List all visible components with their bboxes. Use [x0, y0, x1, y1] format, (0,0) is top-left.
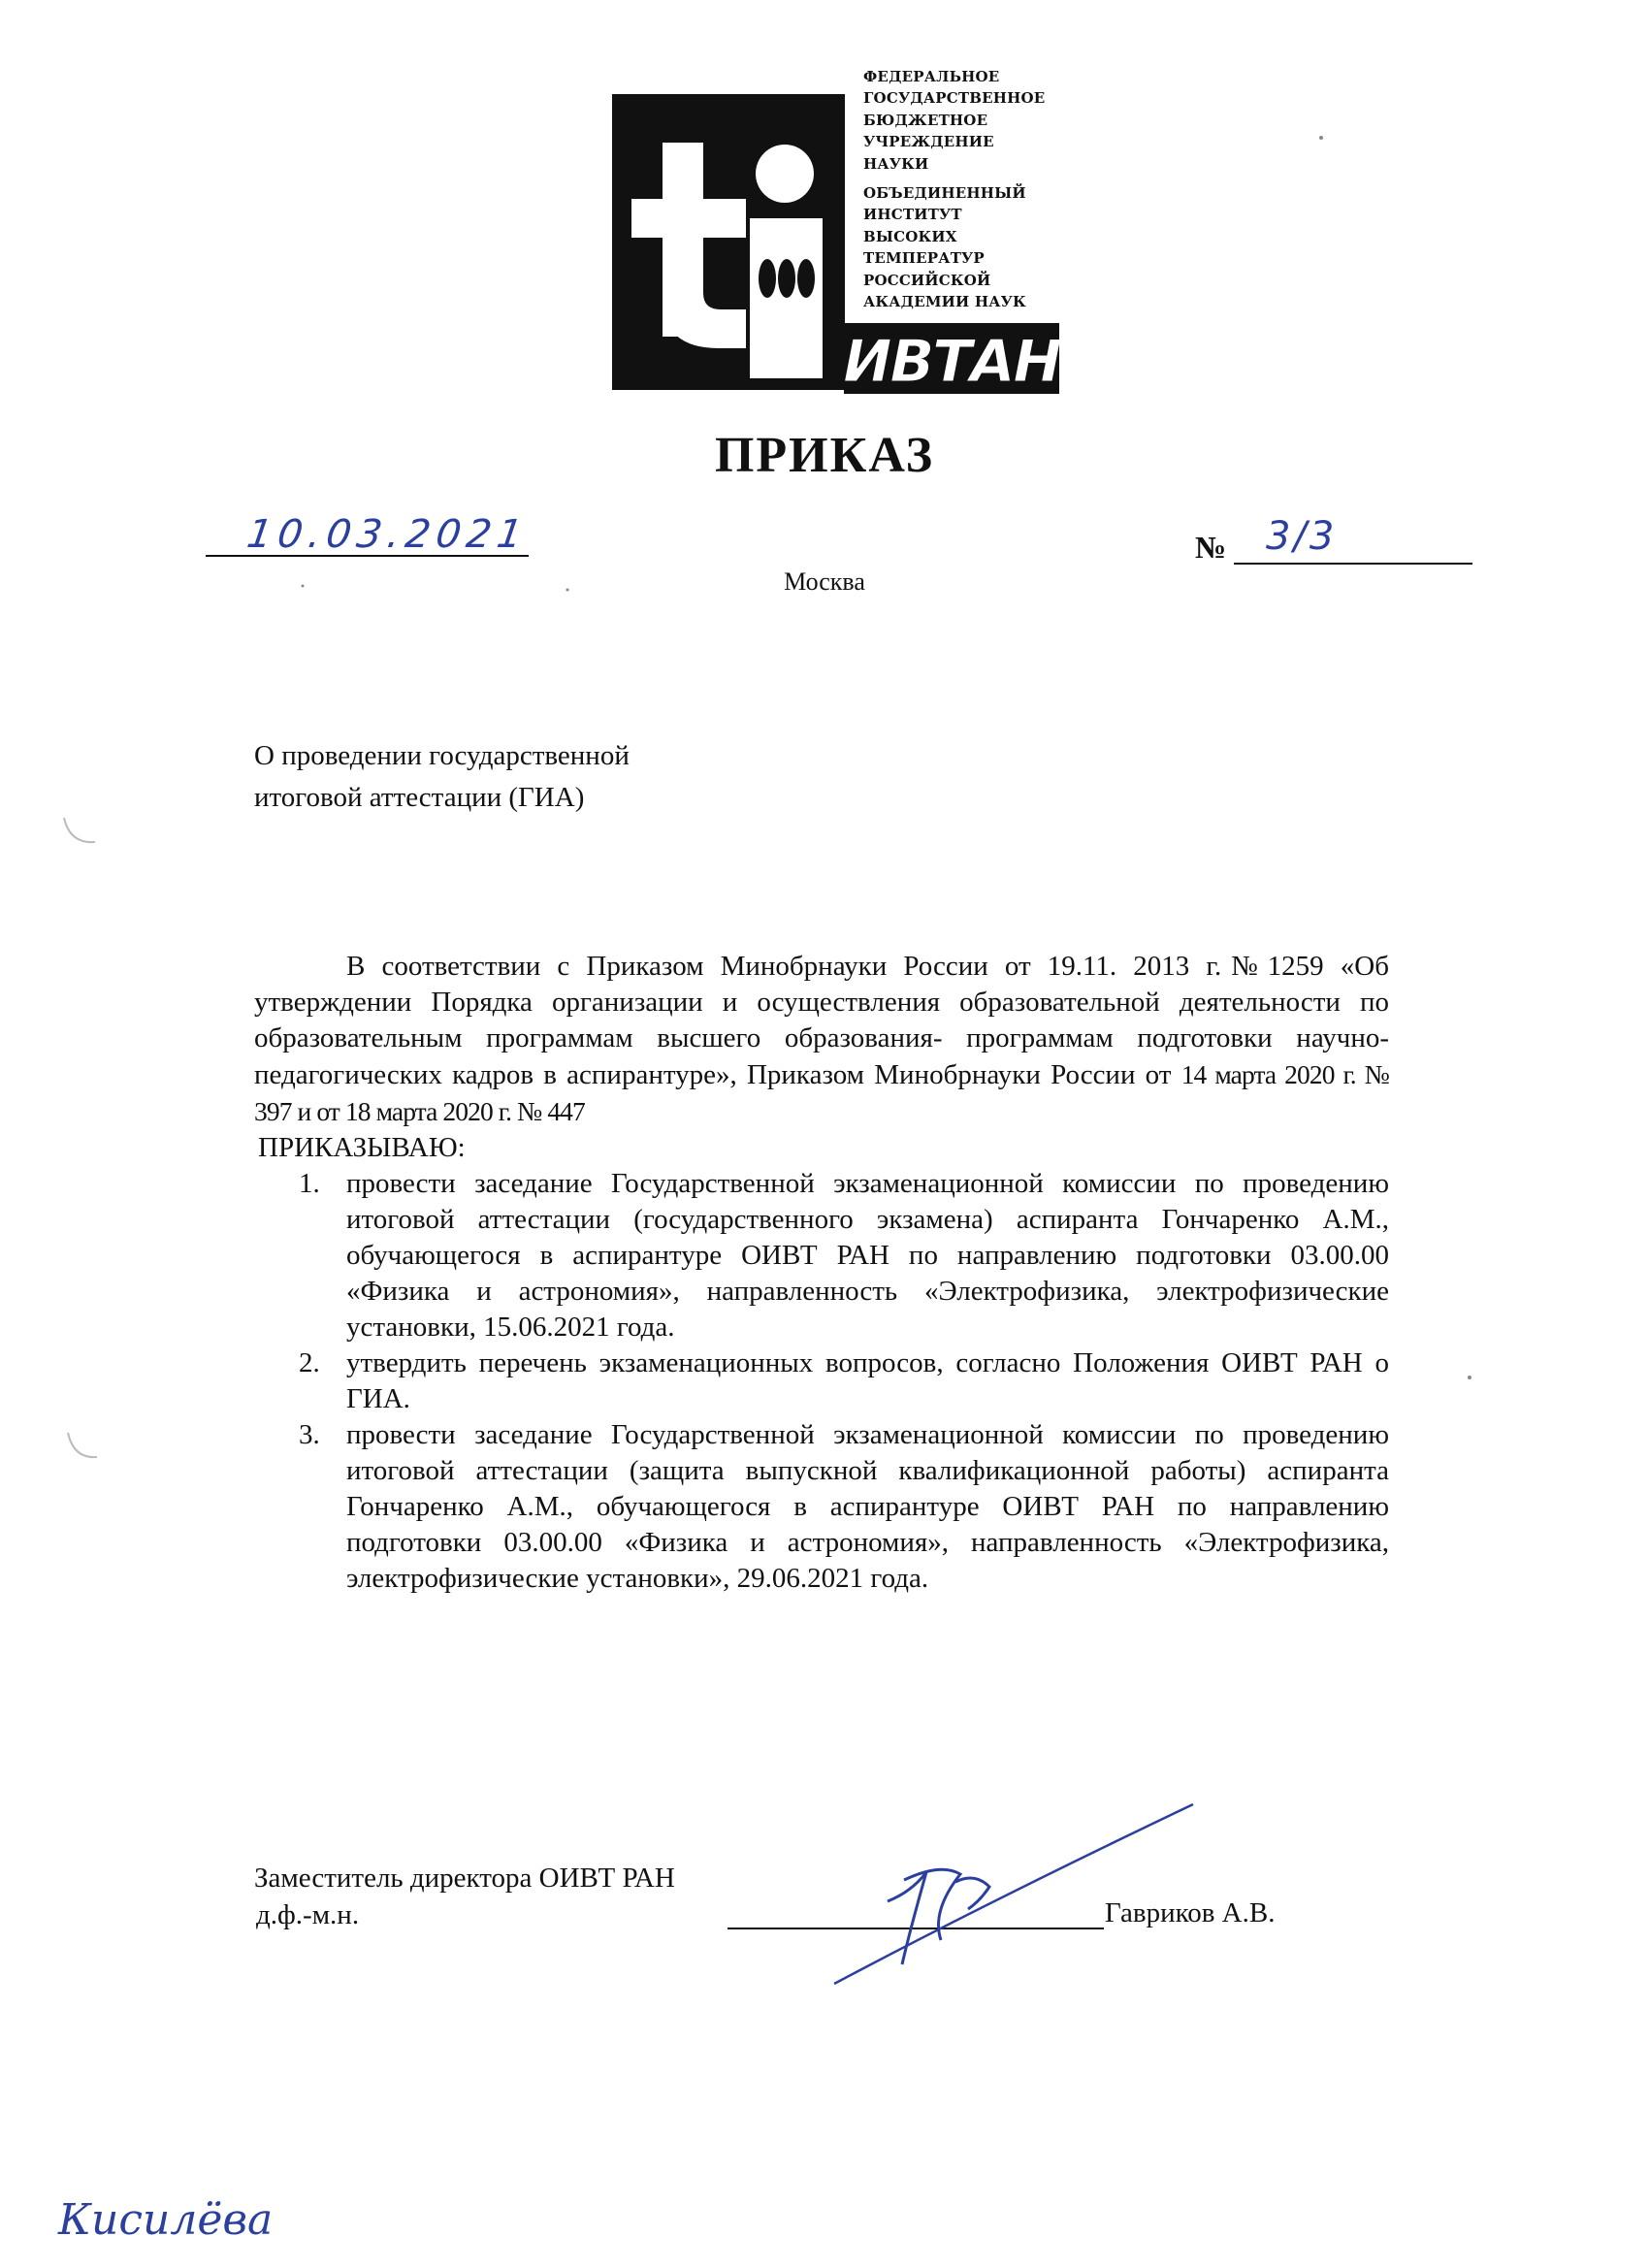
- city: Москва: [784, 567, 865, 596]
- svg-text:ИВТАН: ИВТАН: [844, 328, 1059, 394]
- item-number: 2.: [299, 1347, 320, 1378]
- org-line: РОССИЙСКОЙ: [863, 271, 991, 289]
- list-item: [254, 1166, 1389, 1345]
- org-line: НАУКИ: [863, 154, 929, 173]
- org-line: ТЕМПЕРАТУР: [863, 249, 985, 268]
- item-number: 1.: [299, 1168, 320, 1199]
- institute-abbreviation-logo: [844, 323, 1059, 394]
- list-item: [254, 1417, 1389, 1597]
- signatory-degree: д.ф.-м.н.: [256, 1899, 360, 1930]
- order-subject: [254, 735, 630, 819]
- org-line: АКАДЕМИИ НАУК: [863, 293, 1026, 311]
- org-line: УЧРЕЖДЕНИЕ: [863, 133, 994, 151]
- date-underline: [206, 555, 529, 557]
- number-underline: [1234, 563, 1472, 565]
- order-items: [254, 1166, 1389, 1597]
- orders-label: ПРИКАЗЫВАЮ:: [258, 1132, 466, 1163]
- org-line: ГОСУДАРСТВЕННОЕ: [863, 89, 1046, 108]
- preamble: [254, 949, 1389, 1130]
- org-line: ВЫСОКИХ: [863, 227, 957, 245]
- org-line: БЮДЖЕТНОЕ: [863, 111, 988, 129]
- org-line: ФЕДЕРАЛЬНОЕ: [863, 68, 1000, 85]
- signatory-title: [254, 1860, 675, 1933]
- organization-name: [863, 66, 1116, 312]
- item-text: провести заседание Государственной экзаменационной комиссии по проведению итоговой аттестации (государственного экзамена) аспиранта Гончаренко А.М., обучающегося в аспирантуре ОИВТ РАН по направлению подготовки 03.00.00 «Физика и астрономия», направленность «Электрофизика, электрофизические установки, 15.06.2021 года.: [346, 1168, 1389, 1343]
- svg-text:Кисилёва: Кисилёва: [58, 2195, 274, 2245]
- handwritten-number: 3/3: [1266, 514, 1338, 559]
- org-line: ИНСТИТУТ: [863, 206, 962, 224]
- signatory-position: Заместитель директора ОИВТ РАН: [254, 1863, 675, 1894]
- signatory-name: Гавриков А.В.: [1105, 1897, 1276, 1928]
- document-title: ПРИКАЗ: [714, 428, 935, 483]
- order-body: [254, 949, 1389, 1597]
- number-label: №: [1195, 530, 1227, 565]
- list-item: [254, 1345, 1389, 1417]
- handwritten-date: 10.03.2021: [243, 512, 532, 557]
- institute-logo: [612, 94, 845, 390]
- item-number: 3.: [299, 1419, 320, 1450]
- handwritten-signature: [795, 1795, 1203, 1998]
- org-line: ОБЪЕДИНЕННЫЙ: [863, 184, 1026, 203]
- subject-line: О проведении государственной: [254, 740, 630, 771]
- item-text: утвердить перечень экзаменационных вопросов, согласно Положения ОИВТ РАН о ГИА.: [346, 1347, 1389, 1414]
- preamble-text: В соответствии с Приказом Минобрнауки России от 19.11. 2013 г.№1259 «Об утверждении Порядка организации и осуществления образовательной деятельности по образовательным программам высшего образования- программам подготовки научно-педагогических кадров в аспирантуре», Приказом Минобрнауки России от: [254, 951, 1389, 1090]
- item-text: провести заседание Государственной экзаменационной комиссии по проведению итоговой аттестации (защита выпускной квалификационной работы) аспиранта Гончаренко А.М., обучающегося в аспирантуре ОИВТ РАН по направлению подготовки 03.00.00 «Физика и астрономия», направленность «Электрофизика, электрофизические установки», 29.06.2021 года.: [346, 1419, 1389, 1594]
- handwritten-note: [53, 2190, 306, 2249]
- preamble-tail: 14 марта 2020 г. № 397 и от 18 марта 2020 г. № 447: [254, 1059, 1389, 1126]
- subject-line: итоговой аттестации (ГИА): [254, 782, 585, 813]
